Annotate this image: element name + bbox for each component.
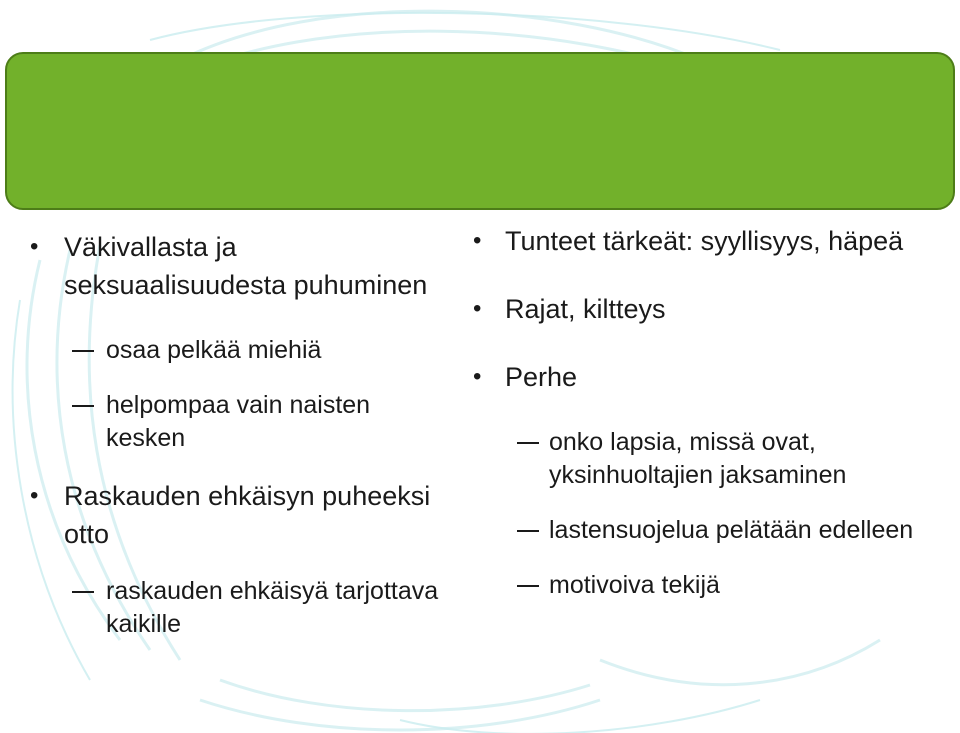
list-item-text: lastensuojelua pelätään edelleen	[549, 516, 914, 544]
list-item-text: Raskauden ehkäisyn puheeksi otto	[64, 481, 431, 549]
list-item-text: Tunteet tärkeät: syyllisyys, häpeä	[505, 226, 904, 256]
bullet-icon: •	[473, 295, 482, 322]
list-item	[20, 334, 440, 367]
list-item-text: motivoiva tekijä	[549, 571, 720, 599]
bullet-icon: •	[30, 233, 39, 260]
dash-icon	[517, 585, 539, 587]
list-item	[465, 222, 945, 260]
dash-icon	[72, 350, 94, 352]
list-item-text: Rajat, kiltteys	[505, 294, 666, 324]
list-item	[20, 389, 440, 455]
list-item	[20, 575, 440, 641]
list-item-text: onko lapsia, missä ovat, yksinhuoltajien jaksaminen	[549, 428, 847, 489]
title-banner	[5, 52, 955, 210]
dash-icon	[517, 530, 539, 532]
list-item	[465, 514, 945, 547]
list-item	[465, 358, 945, 396]
dash-icon	[517, 442, 539, 444]
list-item	[20, 477, 440, 553]
bullet-icon: •	[30, 482, 39, 509]
left-bullet-list	[20, 228, 440, 641]
list-item-text: osaa pelkää miehiä	[106, 336, 322, 364]
list-item-text: Perhe	[505, 362, 578, 392]
list-item	[20, 228, 440, 304]
dash-icon	[72, 591, 94, 593]
list-item	[465, 426, 945, 492]
list-item-text: raskauden ehkäisyä tarjottava kaikille	[106, 577, 439, 638]
bullet-icon: •	[473, 363, 482, 390]
list-item-text: Väkivallasta ja seksuaalisuudesta puhuminen	[64, 232, 428, 300]
list-item	[465, 290, 945, 328]
right-bullet-list	[465, 222, 945, 602]
list-item-text: helpompaa vain naisten kesken	[106, 391, 371, 452]
dash-icon	[72, 405, 94, 407]
bullet-icon: •	[473, 227, 482, 254]
list-item	[465, 569, 945, 602]
